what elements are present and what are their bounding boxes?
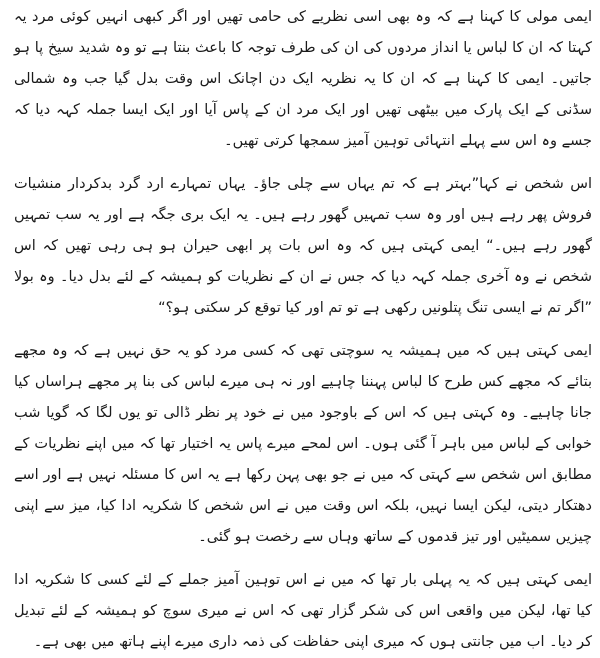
paragraph: ایمی کہتی ہیں کہ میں ہمیشہ یہ سوچتی تھی کہ کسی مرد کو یہ حق نہیں ہے کہ وہ مجھے بتائے کہ مجھے کس طرح کا لباس پہننا چاہیے اور نہ ہی میرے لباس کی بنا پر مجھے ہراساں کیا جانا چاہیے۔ وہ کہتی ہیں کہ اس کے باوجود میں نے خود پر نظر ڈالی تو یوں لگا کہ گویا شب خوابی کے لباس میں باہر آ گئی ہوں۔ اس لمحے میرے پاس یہ اختیار تھا کہ میں اپنے نظریات کے مطابق اس شخص سے کہتی کہ میں نے جو بھی پہن رکھا ہے یہ اس کا مسئلہ نہیں ہے اور اسے دھتکار دیتی، لیکن ایسا نہیں، بلکہ اس وقت میں نے اس شخص کا شکریہ ادا کیا، میز سے اپنی چیزیں سمیٹیں اور تیز قدموں کے ساتھ وہاں سے رخصت ہو گئی۔	[14, 343, 592, 545]
paragraph: ایمی مولی کا کہنا ہے کہ وہ بھی اسی نظریے کی حامی تھیں اور اگر کبھی انہیں کوئی مرد یہ کہتا کہ ان کا لباس یا انداز مردوں کی ان کی طرف توجہ کا باعث بنتا ہے تو وہ شدید سیخ پا ہو جاتیں۔ ایمی کا کہنا ہے کہ ان کا یہ نظریہ ایک دن اچانک اس وقت بدل گیا جب وہ شمالی سڈنی کے ایک پارک میں بیٹھی تھیں اور ایک مرد ان کے پاس آیا اور ایک ایسا جملہ کہہ دیا کہ جسے وہ اس سے پہلے انتہائی توہین آمیز سمجھا کرتی تھیں۔	[14, 9, 592, 149]
paragraph: ایمی کہتی ہیں کہ یہ پہلی بار تھا کہ میں نے اس توہین آمیز جملے کے لئے کسی کا شکریہ ادا کیا تھا، لیکن میں واقعی اس کی شکر گزار تھی کہ اس نے میری سوچ کو ہمیشہ کے لئے تبدیل کر دیا۔ اب میں جانتی ہوں کہ میری اپنی حفاظت کی ذمہ داری میرے اپنے ہاتھ میں بھی ہے۔	[14, 572, 592, 650]
paragraph: اس شخص نے کہا”بہتر ہے کہ تم یہاں سے چلی جاؤ۔ یہاں تمہارے ارد گرد بدکردار منشیات فروش پھر رہے ہیں اور وہ سب تمہیں گھور رہے ہیں۔ یہ ایک بری جگہ ہے اور یہ سب تمہیں گھور رہے ہیں۔“ ایمی کہتی ہیں کہ وہ اس بات پر ابھی حیران ہو ہی رہی تھیں کہ اس شخص نے وہ آخری جملہ کہہ دیا کہ جس نے ان کے نظریات کو ہمیشہ کے لئے بدل دیا۔ وہ بولا ”اگر تم نے ایسی تنگ پتلونیں رکھی ہے تو تم اور کیا توقع کر سکتی ہو؟“	[14, 176, 592, 316]
